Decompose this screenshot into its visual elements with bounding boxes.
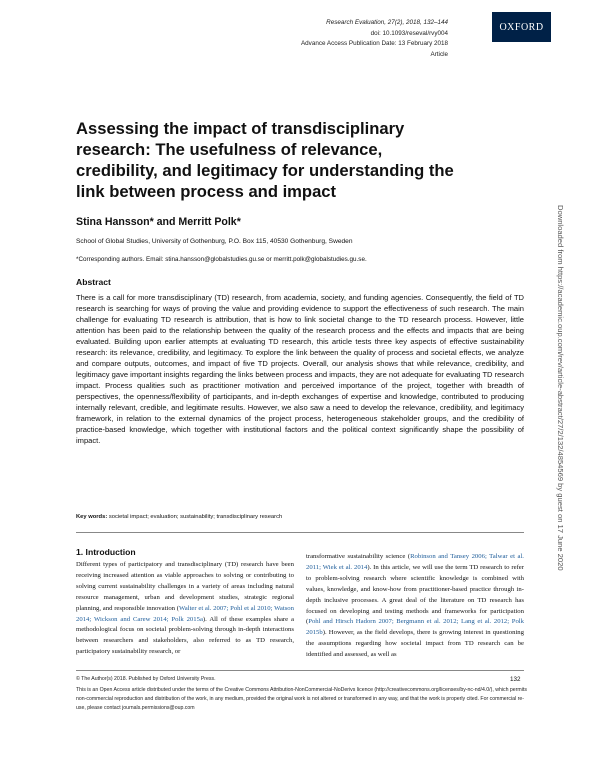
footer-divider <box>76 670 524 671</box>
article-type: Article <box>430 50 448 58</box>
citation-link[interactable]: Robinson and Tansey 2006; Talwar et al. 2011; Wiek et al. 2014 <box>306 553 524 571</box>
journal-header <box>301 18 448 60</box>
intro-text: transformative sustainability science ( <box>306 553 411 560</box>
section-divider <box>76 532 524 533</box>
citation-link[interactable]: Walter et al. 2007; Pohl et al 2010; Watson 2014; Wickson and Carew 2014; Polk 2015a <box>76 604 294 623</box>
intro-text: Different types of participatory and transdisciplinary (TD) research have been receiving increased attention as viable approaches to solving or contributing to solving current sustainability challenges in a variety of areas including natural resource management, urban and development studies, strategic regional planning, and responsible innovation ( <box>76 561 294 612</box>
intro-text: ). All of these examples share a methodological focus on societal problem-solving through in-depth interactions between researchers and stakeholders, also referred to as TD research, participatory sustainability research, or <box>76 615 294 656</box>
affiliation: School of Global Studies, University of Gothenburg, P.O. Box 115, 40530 Gothenburg, Sweden <box>76 238 353 245</box>
keywords <box>76 514 282 520</box>
abstract-heading: Abstract <box>76 277 111 287</box>
article-title: Assessing the impact of transdisciplinary research: The usefulness of relevance, credibility, and legitimacy for understanding the link between process and impact <box>76 119 454 201</box>
intro-right-column <box>306 552 524 661</box>
keywords-label: Key words: <box>76 514 108 520</box>
intro-text: ). However, as the field develops, there is growing interest in questioning the assumptions regarding how societal impact from TD research can be identified and assessed, as well as <box>306 629 524 659</box>
introduction-heading: 1. Introduction <box>76 547 136 557</box>
download-watermark: Downloaded from https://academic.oup.com/rev/article-abstract/27/2/132/4854569 by guest on 17 June 2020 <box>556 205 565 571</box>
license-text: This is an Open Access article distributed under the terms of the Creative Commons Attribution-NonCommercial-NoDerivs licence (http://creativecommons.org/licenses/by-nc-nd/4.0/), which permits non-commercial reproduction and distribution of the work, in any medium, provided the original work is not altered or transformed in any way, and that the work is properly cited. For commercial re-use, please contact journals.permissions@oup.com <box>76 687 527 711</box>
abstract-text: There is a call for more transdisciplinary (TD) research, from academia, society, and funding agencies. Consequently, the field of TD research is searching for ways of proving the value and providing evidence to support the effectiveness of such research. The main challenge for evaluating TD research is attribution, that is how to link societal change to the TD research process. However, little attention has been paid to the relationship between the quality of the research process and the effects and impacts that are being evaluated. Building upon earlier attempts at evaluating TD research, this article tests three key aspects of effective sustainability research: its relevance, credibility, and legitimacy. To explore the link between the quality of process and societal effects, we analyze and compare outputs, outcomes, and impact of five TD projects. Overall, our analysis shows that while relevance, credibility, and legitimacy gave important insights regarding the links between process and impacts, they are not adequate for evaluating TD research impact. Process qualities such as practitioner motivation and perceived importance of the project, together with breadth of perspectives, the openness/flexibility of participants, and in-depth exchanges of expertise and knowledge, contributed to producing internally relevant, credible, and legitimate results. However, we also saw a need to develop the relevance, credibility, and legitimacy framework, in relation to the external dynamics of the project process, heterogeneous stakeholder groups, and the credibility of practice-based knowledge, which together with institutional factors and the political context significantly shape the possibility of impact. <box>76 293 524 445</box>
copyright: © The Author(s) 2018. Published by Oxford University Press. <box>76 676 216 682</box>
intro-text: ). In this article, we will use the term TD research to refer to problem-solving research where scientific knowledge is combined with values, knowledge, and know-how from practitioner-based practice through in-depth inclusive processes. A great deal of the literature on TD research has focused on developing and testing methods and frameworks for participation ( <box>306 563 525 626</box>
keywords-list: societal impact; evaluation; sustainability; transdisciplinary research <box>107 514 283 520</box>
advance-access-date: Advance Access Publication Date: 13 February 2018 <box>300 40 448 48</box>
corresponding-authors: *Corresponding authors. Email: stina.hansson@globalstudies.gu.se or merritt.polk@globalstudies.gu.se. <box>76 256 367 263</box>
intro-left-column <box>76 560 294 658</box>
authors: Stina Hansson* and Merritt Polk* <box>76 216 241 228</box>
citation-link[interactable]: Pohl and Hirsch Hadorn 2007; Bergmann et al. 2012; Lang et al. 2012; Polk 2015b <box>306 618 524 637</box>
page-number: 132 <box>510 676 521 683</box>
journal-citation: Research Evaluation, 27(2), 2018, 132–144 <box>326 19 448 26</box>
oxford-logo: OXFORD <box>492 12 551 42</box>
doi[interactable]: doi: 10.1093/reseval/rvy004 <box>370 29 448 37</box>
